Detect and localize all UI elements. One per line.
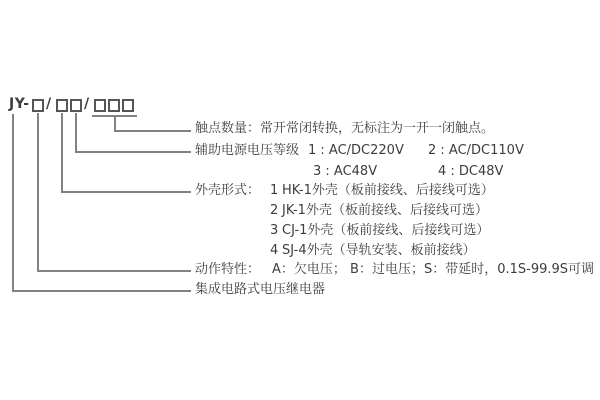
code-box-action [32,99,44,112]
code-separator-1: / [46,96,52,112]
model-prefix: JY- [9,96,30,112]
code-separator-2: / [84,96,90,112]
enclosure-option-3-num: 3 [270,223,279,238]
code-box-contacts-3 [122,99,134,112]
callout-product [195,281,325,298]
code-box-aux-voltage [70,99,82,112]
leader-contacts-vertical [114,115,116,131]
leader-aux-voltage-horizontal [75,151,191,153]
leader-aux-voltage-vertical [75,113,77,152]
enclosure-option-1-num: 1 [270,183,279,198]
leader-product-horizontal [12,290,191,292]
leader-enclosure-vertical [61,113,63,192]
enclosure-option-1-desc: HK-1外壳（板前接线、后接线可选） [282,183,494,198]
leader-action-horizontal [37,270,191,272]
action-label: 动作特性： [195,262,261,277]
enclosure-option-2-desc: JK-1外壳（板前接线、后接线可选） [282,203,488,218]
callout-contacts [195,120,494,137]
action-desc: A：欠电压； B：过电压；S：带延时，0.1S-99.9S可调 [272,262,595,277]
enclosure-option-3-desc: CJ-1外壳（板前接线、后接线可选） [282,223,490,238]
enclosure-option-4-desc: SJ-4外壳（导轨安装、板前接线） [282,243,476,258]
enclosure-label: 外壳形式： [195,183,261,198]
leader-action-vertical [37,113,39,271]
code-box-contacts-1 [94,99,106,112]
leader-product-vertical [12,114,14,291]
leader-enclosure-horizontal [61,191,191,193]
aux-voltage-option-4: 4 : DC48V [438,164,504,179]
enclosure-option-2-num: 2 [270,203,279,218]
product-text: 集成电路式电压继电器 [195,282,326,297]
aux-voltage-option-3: 3 : AC48V [313,164,378,179]
aux-voltage-option-1: 1 : AC/DC220V [308,143,404,158]
aux-voltage-option-2: 2 : AC/DC110V [428,143,524,158]
contacts-text: 触点数量：常开常闭转换，无标注为一开一闭触点。 [195,121,495,136]
code-box-contacts-2 [108,99,120,112]
enclosure-option-4-num: 4 [270,243,279,258]
aux-voltage-label: 辅助电源电压等级 [195,143,300,158]
code-box-enclosure [56,99,68,112]
leader-contacts-horizontal [114,130,191,132]
